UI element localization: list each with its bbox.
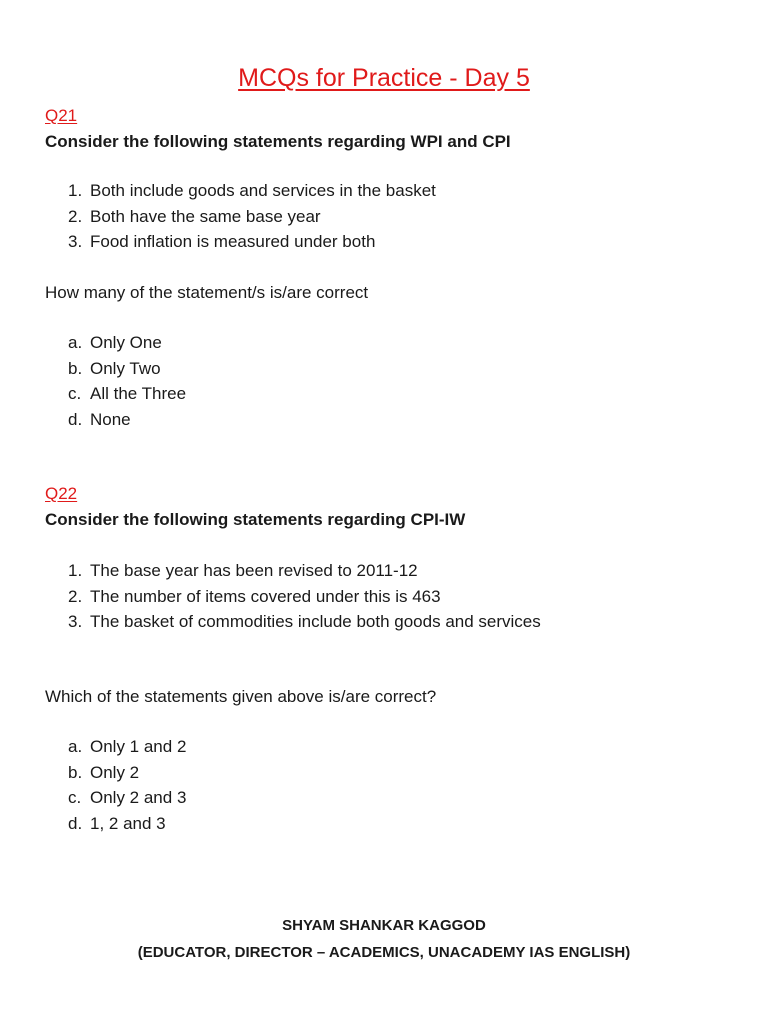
option-item: d. 1, 2 and 3	[68, 813, 166, 833]
option-list-q22	[68, 734, 186, 836]
statement-item: 3. The basket of commodities include both goods and services	[68, 612, 541, 631]
option-item: b. Only 2	[68, 762, 140, 782]
statement-item: 2. Both have the same base year	[68, 206, 321, 226]
statement-item: 1. The base year has been revised to 2011-12	[68, 561, 418, 580]
statement-list-q21	[68, 178, 436, 255]
option-item: a. Only One	[68, 333, 162, 352]
author-name: SHYAM SHANKAR KAGGOD	[282, 917, 486, 934]
question-text-q22: Consider the following statements regarding CPI-IW	[45, 510, 466, 529]
option-item: b. Only Two	[68, 358, 161, 378]
statement-item: 1. Both include goods and services in the basket	[68, 181, 436, 200]
statement-item: 2. The number of items covered under this is 463	[68, 586, 441, 606]
option-item: c. All the Three	[68, 384, 187, 403]
author-role: (EDUCATOR, DIRECTOR – ACADEMICS, UNACADEMY IAS ENGLISH)	[137, 944, 631, 961]
statement-list-q22	[68, 558, 541, 635]
question-prompt-q22: Which of the statements given above is/are correct?	[45, 687, 437, 706]
option-item: a. Only 1 and 2	[68, 737, 187, 756]
page-title: MCQs for Practice - Day 5	[238, 64, 530, 92]
question-label-q22: Q22	[45, 484, 78, 503]
question-text-q21: Consider the following statements regarding WPI and CPI	[45, 132, 511, 151]
question-prompt-q21: How many of the statement/s is/are correct	[45, 283, 369, 302]
option-item: c. Only 2 and 3	[68, 788, 187, 807]
statement-item: 3. Food inflation is measured under both	[68, 232, 376, 251]
option-item: d. None	[68, 409, 131, 429]
option-list-q21	[68, 330, 186, 432]
question-label-q21: Q21	[45, 106, 78, 125]
